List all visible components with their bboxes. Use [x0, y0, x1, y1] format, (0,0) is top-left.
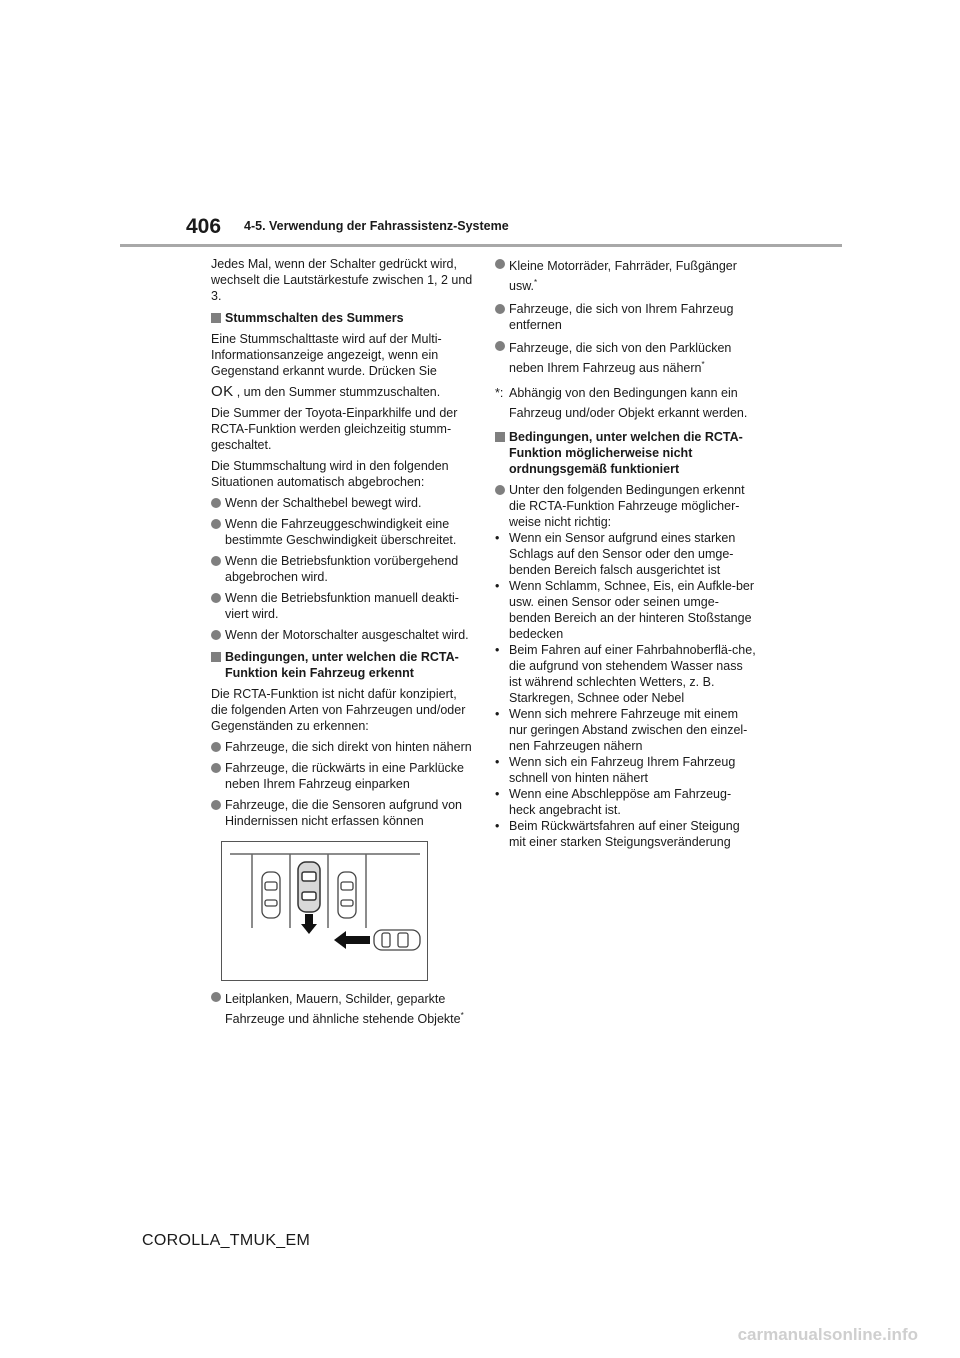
list-item: [495, 256, 757, 296]
list-item-text: Wenn die Betriebsfunktion vorübergehend abgebrochen wird.: [225, 554, 459, 584]
sub-bullet: •: [495, 819, 500, 833]
footnote-marker: *:: [495, 386, 504, 400]
list-item-text: Unter den folgenden Bedingungen erkennt die RCTA-Funktion Fahrzeuge möglicher-weise nicht richtig:: [509, 483, 745, 529]
reverse-arrow-icon: [301, 914, 317, 934]
list-item-text: Leitplanken, Mauern, Schilder, geparkte Fahrzeuge und ähnliche stehende Objekte: [225, 992, 461, 1026]
sub-list-item-text: Beim Fahren auf einer Fahrbahnoberflä-che, die aufgrund von stehendem Wasser nass ist während schlechten Wetters, z. B. Starkregen, Schnee oder Nebel: [509, 643, 756, 705]
list-item: [495, 338, 757, 378]
list-item-text: Fahrzeuge, die sich von den Parklücken neben Ihrem Fahrzeug aus nähern: [509, 341, 732, 375]
round-bullet-icon: [495, 485, 505, 495]
list-item-text: Fahrzeuge, die die Sensoren aufgrund von Hindernissen nicht erfassen können: [225, 798, 462, 828]
asterisk-marker: *: [460, 1010, 464, 1020]
header-rule: [120, 244, 842, 247]
sub-list-item-text: Wenn sich ein Fahrzeug Ihrem Fahrzeug schnell von hinten nähert: [509, 755, 736, 785]
sub-bullet: •: [495, 755, 500, 769]
square-bullet-icon: [211, 313, 221, 323]
list-item-text: Kleine Motorräder, Fahrräder, Fußgänger usw.: [509, 259, 737, 293]
list-item: [211, 627, 473, 643]
document-code: COROLLA_TMUK_EM: [142, 1232, 311, 1249]
heading-text: Stummschalten des Summers: [225, 311, 404, 325]
section-heading-malfunction: [495, 429, 757, 477]
round-bullet-icon: [211, 519, 221, 529]
heading-text: Bedingungen, unter welchen die RCTA-Funktion kein Fahrzeug erkennt: [225, 650, 459, 680]
section-heading-no-detection: [211, 649, 473, 681]
round-bullet-icon: [211, 498, 221, 508]
own-car: [298, 862, 320, 912]
round-bullet-icon: [211, 556, 221, 566]
round-bullet-icon: [211, 593, 221, 603]
list-item: [211, 989, 473, 1029]
parking-illustration: [221, 841, 428, 981]
watermark: carmanualsonline.info: [737, 1325, 918, 1344]
list-item-text: Wenn die Fahrzeuggeschwindigkeit eine bestimmte Geschwindigkeit überschreitet.: [225, 517, 457, 547]
list-item: [211, 495, 473, 511]
page-number: 406: [186, 215, 222, 238]
sub-list-item-text: Wenn eine Abschleppöse am Fahrzeug-heck angebracht ist.: [509, 787, 732, 817]
sub-list-item: [495, 818, 757, 850]
list-item: [211, 516, 473, 548]
parking-lot-diagram: [222, 842, 427, 980]
page-header: [0, 0, 960, 250]
round-bullet-icon: [211, 992, 221, 1002]
sub-bullet: •: [495, 579, 500, 593]
ok-button-icon: OK: [211, 383, 234, 400]
round-bullet-icon: [211, 763, 221, 773]
sub-bullet: •: [495, 643, 500, 657]
sub-bullet: •: [495, 707, 500, 721]
sub-list-item-text: Wenn sich mehrere Fahrzeuge mit einem nur geringen Abstand zwischen den einzel-nen Fahrzeugen nähern: [509, 707, 748, 753]
list-item: [211, 739, 473, 755]
sub-bullet: •: [495, 531, 500, 545]
sub-list-item: [495, 754, 757, 786]
list-item: [211, 590, 473, 622]
approaching-car: [374, 930, 420, 950]
list-item-text: Fahrzeuge, die rückwärts in eine Parklücke neben Ihrem Fahrzeug einparken: [225, 761, 465, 791]
mute-paragraph-2-text: , um den Summer stummzuschalten.: [236, 385, 441, 399]
footnote-text: Abhängig von den Bedingungen kann ein Fahrzeug und/oder Objekt erkannt werden.: [509, 386, 748, 420]
list-item-text: Wenn die Betriebsfunktion manuell deakti-viert wird.: [225, 591, 459, 621]
mute-paragraph-2: [211, 384, 473, 400]
round-bullet-icon: [495, 304, 505, 314]
left-column: [211, 256, 473, 1034]
round-bullet-icon: [495, 341, 505, 351]
round-bullet-icon: [211, 742, 221, 752]
round-bullet-icon: [211, 800, 221, 810]
list-item-text: Wenn der Schalthebel bewegt wird.: [225, 496, 422, 510]
round-bullet-icon: [211, 630, 221, 640]
intro-paragraph: Jedes Mal, wenn der Schalter gedrückt wird, wechselt die Lautstärkestufe zwischen 1, 2 und 3.: [211, 257, 473, 303]
list-item-text: Fahrzeuge, die sich von Ihrem Fahrzeug entfernen: [509, 302, 734, 332]
list-item: [495, 482, 757, 530]
sub-list-item: [495, 578, 757, 642]
sub-bullet: •: [495, 787, 500, 801]
section-heading-mute: [211, 310, 473, 326]
square-bullet-icon: [495, 432, 505, 442]
asterisk-marker: *: [701, 359, 705, 369]
sub-list-item-text: Wenn Schlamm, Schnee, Eis, ein Aufkle-ber usw. einen Sensor oder seinen umge-benden Bereich an der hinteren Stoßstange bedecken: [509, 579, 755, 641]
heading-text: Bedingungen, unter welchen die RCTA-Funktion möglicherweise nicht ordnungsgemäß funktioniert: [509, 430, 743, 476]
list-item: [495, 301, 757, 333]
sub-list-item: [495, 530, 757, 578]
list-item: [211, 553, 473, 585]
sub-list-item: [495, 706, 757, 754]
list-item-text: Fahrzeuge, die sich direkt von hinten nähern: [225, 740, 472, 754]
mute-paragraph-1: Eine Stummschalttaste wird auf der Multi-Informationsanzeige angezeigt, wenn ein Gegenstand erkannt wurde. Drücken Sie: [211, 332, 442, 378]
square-bullet-icon: [211, 652, 221, 662]
sub-list-item-text: Wenn ein Sensor aufgrund eines starken Schlags auf den Sensor oder den umge-benden Bereich falsch ausgerichtet ist: [509, 531, 736, 577]
sub-list-item-text: Beim Rückwärtsfahren auf einer Steigung mit einer starken Steigungsveränderung: [509, 819, 740, 849]
right-column: [495, 256, 757, 850]
detect-paragraph: Die RCTA-Funktion ist nicht dafür konzipiert, die folgenden Arten von Fahrzeugen und/oder Gegenständen zu erkennen:: [211, 687, 466, 733]
parked-car-left: [262, 872, 280, 918]
section-title: 4-5. Verwendung der Fahrassistenz-Systeme: [244, 219, 509, 233]
footnote: [495, 383, 757, 423]
mute-paragraph-3: Die Summer der Toyota-Einparkhilfe und der RCTA-Funktion werden gleichzeitig stumm-geschaltet.: [211, 406, 458, 452]
list-item-text: Wenn der Motorschalter ausgeschaltet wird.: [225, 628, 469, 642]
approach-arrow-icon: [334, 931, 370, 949]
list-item: [211, 797, 473, 829]
parked-car-right: [338, 872, 356, 918]
sub-list-item: [495, 786, 757, 818]
mute-paragraph-4: Die Stummschaltung wird in den folgenden Situationen automatisch abgebrochen:: [211, 459, 449, 489]
round-bullet-icon: [495, 259, 505, 269]
sub-list-item: [495, 642, 757, 706]
asterisk-marker: *: [534, 277, 538, 287]
list-item: [211, 760, 473, 792]
